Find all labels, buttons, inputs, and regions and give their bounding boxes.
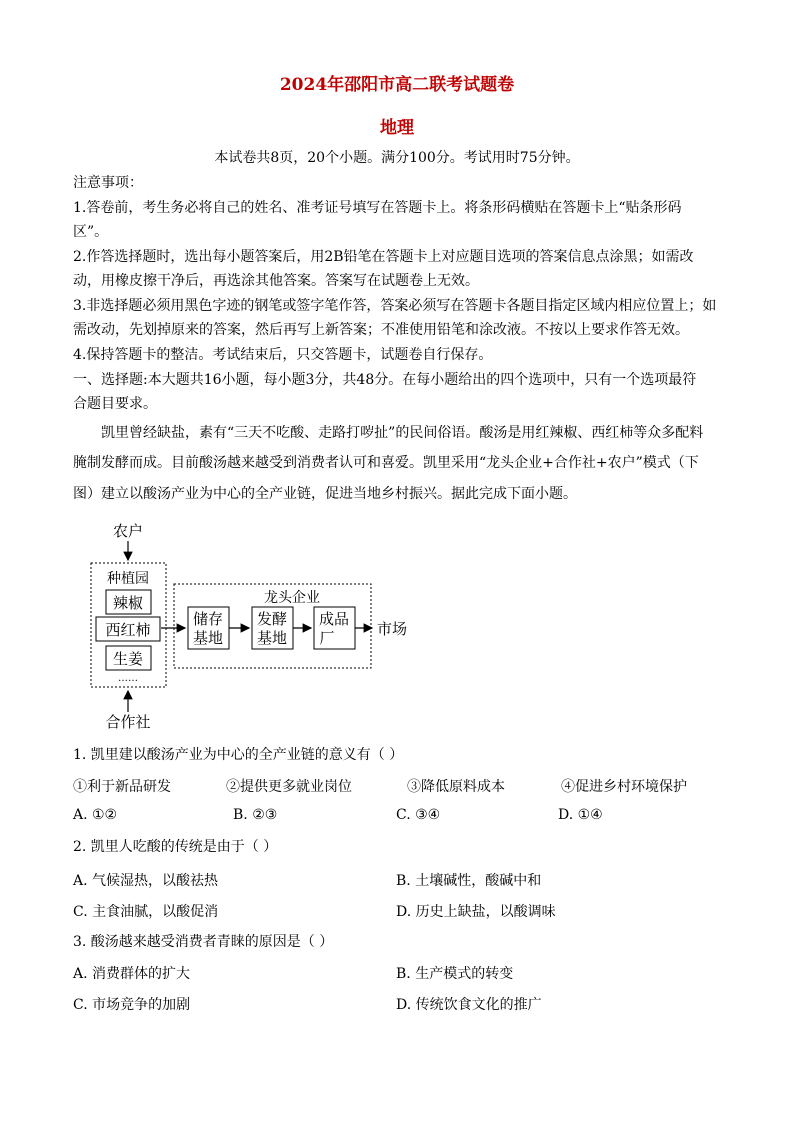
q1-option-b[interactable]: B. ②③ — [233, 807, 278, 823]
q2-option-c[interactable]: C. 主食油腻，以酸促消 — [73, 904, 219, 920]
q1-option-c[interactable]: C. ③④ — [396, 807, 441, 823]
notice-item-1-line-1: 1.答卷前，考生务必将自己的姓名、准考证号填写在答题卡上。将条形码横贴在答题卡上“贴条形码 — [73, 200, 682, 216]
q1-stem: 1. 凯里建以酸汤产业为中心的全产业链的意义有（ ） — [73, 747, 404, 763]
q3-option-b[interactable]: B. 生产模式的转变 — [396, 966, 514, 982]
ferment-label-2: 基地 — [256, 629, 288, 647]
crop-chili-label: 辣椒 — [112, 594, 144, 612]
q3-option-d[interactable]: D. 传统饮食文化的推广 — [396, 997, 542, 1013]
section-intro-line-2: 合题目要求。 — [73, 396, 157, 412]
q2-stem: 2. 凯里人吃酸的传统是由于（ ） — [73, 839, 278, 855]
farmer-label: 农户 — [112, 522, 144, 540]
q3-option-c[interactable]: C. 市场竞争的加剧 — [73, 997, 191, 1013]
passage-line-2: 腌制发酵而成。目前酸汤越来越受到消费者认可和喜爱。凯里采用“龙头企业+合作社+农户”模式（下 — [73, 455, 699, 471]
plantation-label: 种植园 — [107, 571, 149, 587]
q3-stem: 3. 酸汤越来越受消费者青睐的原因是（ ） — [73, 934, 334, 950]
enterprise-label: 龙头企业 — [264, 590, 320, 606]
crop-ginger-label: 生姜 — [112, 650, 144, 668]
subject-title: 地理 — [380, 118, 414, 138]
product-label-1: 成品 — [318, 610, 350, 628]
industry-chain-diagram — [70, 512, 430, 734]
section-intro-line-1: 一、选择题:本大题共16小题，每小题3分，共48分。在每小题给出的四个选项中，只有一个选项最符 — [73, 372, 697, 388]
q2-option-d[interactable]: D. 历史上缺盐，以酸调味 — [396, 904, 556, 920]
notice-item-2-line-1: 2.作答选择题时，选出每小题答案后，用2B铅笔在答题卡上对应题目选项的答案信息点涂黑；如需改 — [73, 249, 694, 265]
storage-label-2: 基地 — [192, 629, 224, 647]
exam-info: 本试卷共8页，20个小题。满分100分。考试用时75分钟。 — [214, 150, 580, 166]
q3-option-a[interactable]: A. 消费群体的扩大 — [73, 966, 191, 982]
storage-label-1: 储存 — [192, 610, 224, 628]
notice-heading: 注意事项： — [73, 175, 143, 191]
q1-option-d[interactable]: D. ①④ — [558, 807, 603, 823]
coop-label: 合作社 — [105, 713, 151, 731]
q2-option-a[interactable]: A. 气候湿热，以酸祛热 — [73, 873, 219, 889]
product-label-2: 厂 — [319, 629, 335, 647]
notice-item-4: 4.保持答题卡的整洁。考试结束后，只交答题卡，试题卷自行保存。 — [73, 347, 493, 363]
q2-option-b[interactable]: B. 土壤碱性，酸碱中和 — [396, 873, 542, 889]
notice-item-3-line-2: 需改动，先划掉原来的答案，然后再写上新答案；不准使用铅笔和涂改液。不按以上要求作答无效。 — [73, 322, 689, 338]
ellipsis-label: …… — [118, 673, 138, 684]
crop-tomato-label: 西红柿 — [105, 621, 151, 639]
q1-statement-4: ④促进乡村环境保护 — [561, 779, 687, 795]
q1-option-a[interactable]: A. ①② — [73, 807, 118, 823]
passage-line-3: 图）建立以酸汤产业为中心的全产业链，促进当地乡村振兴。据此完成下面小题。 — [73, 486, 577, 502]
exam-title: 2024年邵阳市高二联考试题卷 — [279, 75, 515, 95]
q1-statement-3: ③降低原料成本 — [407, 779, 505, 795]
passage-line-1: 凯里曾经缺盐，素有“三天不吃酸、走路打哕扯”的民间俗语。酸汤是用红辣椒、西红柿等众多配料 — [101, 425, 704, 441]
notice-item-3-line-1: 3.非选择题必须用黑色字迹的钢笔或签字笔作答，答案必须写在答题卡各题目指定区域内相应位置上；如 — [73, 298, 717, 314]
notice-item-1-line-2: 区”。 — [73, 224, 109, 240]
market-label: 市场 — [376, 620, 408, 638]
q1-statement-1: ①利于新品研发 — [73, 779, 171, 795]
ferment-label-1: 发酵 — [256, 610, 288, 628]
notice-item-2-line-2: 动，用橡皮擦干净后，再选涂其他答案。答案写在试题卷上无效。 — [73, 273, 479, 289]
q1-statement-2: ②提供更多就业岗位 — [226, 779, 352, 795]
